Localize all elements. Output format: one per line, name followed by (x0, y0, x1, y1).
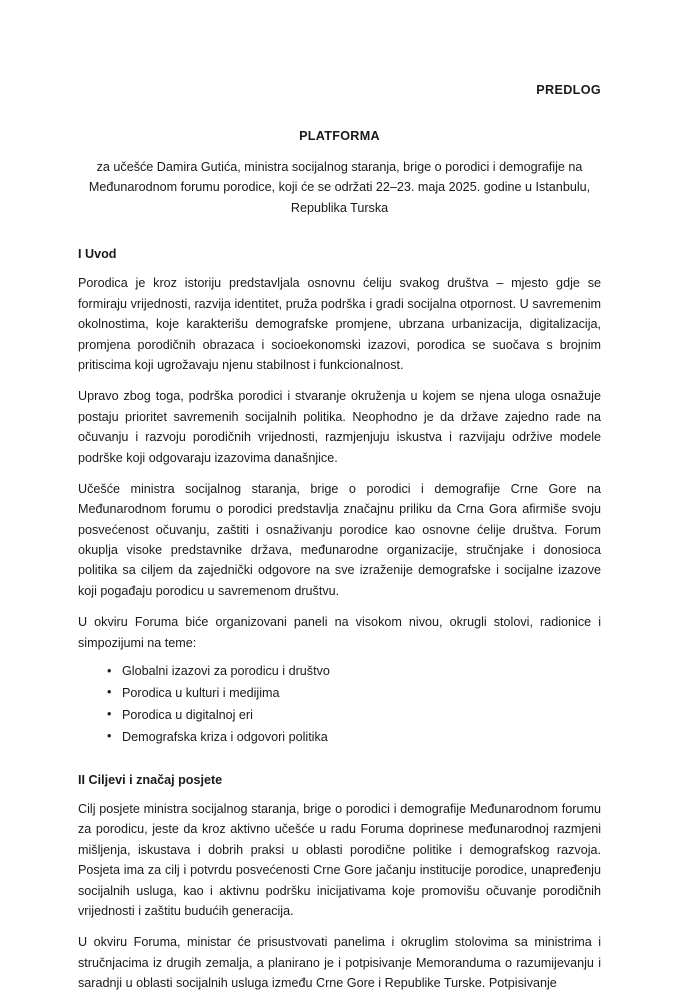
paragraph: Cilj posjete ministra socijalnog staranja, brige o porodici i demografije Međunarodnom forumu za porodicu, jeste da kroz aktivno učešće u radu Foruma doprinese međunarodnoj razmjeni mišljenja, iskustava i dobrih praksi u oblasti porodične politike i demografskog razvoja. Posjeta ima za cilj i potvrdu posvećenosti Crne Gore jačanju institucije porodice, unapređenju socijalnih usluga, kao i aktivnu podršku inicijativama koje promovišu očuvanje porodičnih vrijednosti i zaštitu budućih generacija. (78, 801, 601, 918)
document-header-label: PREDLOG (536, 83, 601, 97)
forum-topics-list (78, 662, 601, 748)
paragraph: Porodica je kroz istoriju predstavljala osnovnu ćeliju svakog društva – mjesto gdje se formiraju vrijednosti, razvija identitet, pruža podrška i gradi socijalna otpornost. U savremenim okolnostima, koje karakterišu demografske promjene, ubrzana urbanizacija, digitalizacija, promjena porodičnih obrazaca i socioekonomski izazovi, porodica se suočava s brojnim pritiscima koji ugrožavaju njenu stabilnost i funkcionalnost. (78, 276, 601, 372)
paragraph: Učešće ministra socijalnog staranja, brige o porodici i demografije Crne Gore na Međunarodnom forumu o porodici predstavlja značajnu priliku da Crna Gora afirmiše svoju posvećenost očuvanju, zaštiti i osnaživanju porodice kao osnovne ćelije društva. Forum okuplja visoke predstavnike država, međunarodne organizacije, stručnjake i donosioca politika sa ciljem da zajednički odgovore na sve izraženije demografske i socijalne izazove koji pogađaju porodicu u savremenom društvu. (78, 481, 601, 598)
list-item: • Porodica u kulturi i medijima (78, 684, 601, 704)
page-title: PLATFORMA (299, 129, 380, 144)
paragraph: Upravo zbog toga, podrška porodici i stvaranje okruženja u kojem se njena uloga osnažuje postaju prioritet savremenih socijalnih politika. Neophodno je da države zajedno rade na očuvanju i razvoju porodičnih vrijednosti, razmjenjuju iskustva i razvijaju održive modele podrške koji odgovaraju izazovima današnjice. (78, 389, 601, 465)
section-heading-ciljevi: II Ciljevi i značaj posjete (78, 772, 223, 787)
list-item: • Demografska kriza i odgovori politika (78, 728, 601, 748)
list-item: • Globalni izazovi za porodicu i društvo (78, 662, 601, 682)
title-block (78, 129, 601, 218)
document-content (78, 0, 601, 993)
paragraph: U okviru Foruma biće organizovani paneli na visokom nivou, okrugli stolovi, radionice i simpozijumi na teme: (78, 615, 601, 650)
paragraph: U okviru Foruma, ministar će prisustvovati panelima i okruglim stolovima sa ministrima i stručnjacima iz drugih zemalja, a planirano je i potpisivanje Memoranduma o razumijevanju i saradnji u oblasti socijalnih usluga između Crne Gore i Republike Turske. Potpisivanje (78, 935, 601, 991)
list-item: • Porodica u digitalnoj eri (78, 706, 601, 726)
section-uvod (78, 246, 601, 748)
section-heading-uvod: I Uvod (78, 247, 117, 262)
document-subtitle: za učešće Damira Gutića, ministra socijalnog staranja, brige o porodici i demografije na Međunarodnom forumu porodice, koji će se održati 22–23. maja 2025. godine u Istanbulu, Republika Turska (88, 159, 591, 215)
